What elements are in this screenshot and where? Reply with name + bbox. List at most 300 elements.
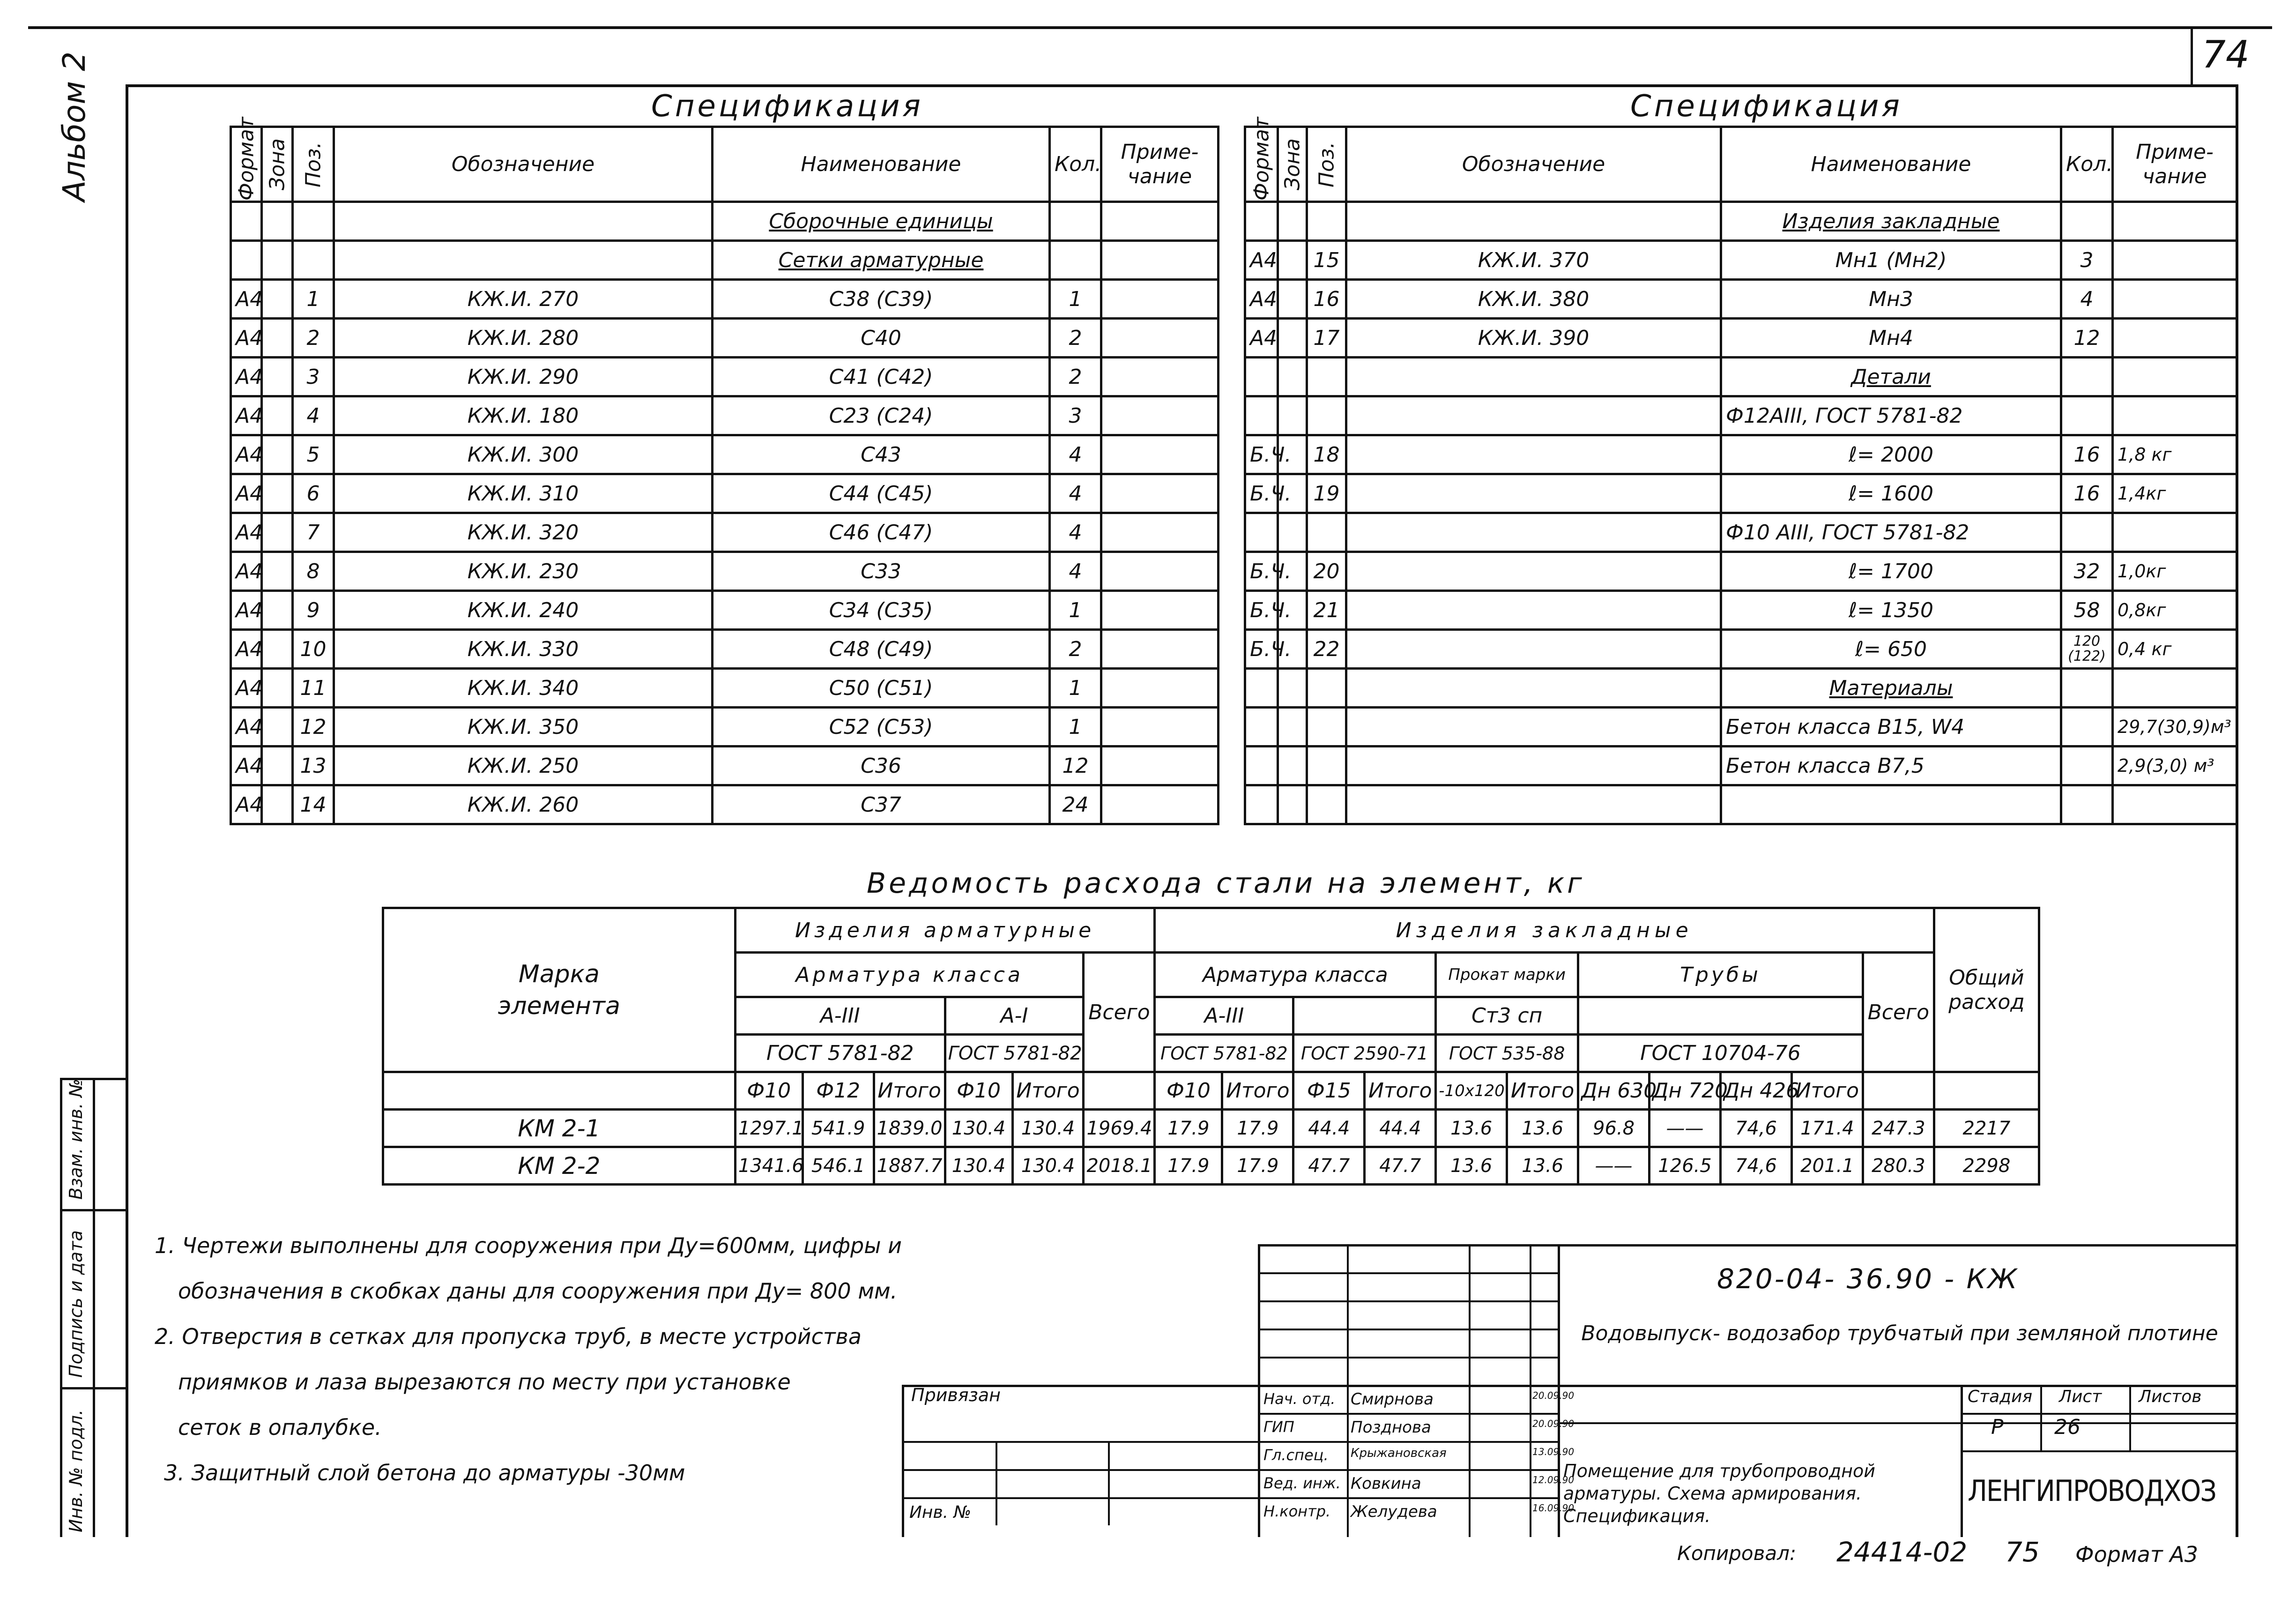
cell-zone xyxy=(262,202,293,241)
cell-designation: КЖ.И. 370 xyxy=(1346,241,1721,280)
cell-zone xyxy=(262,669,293,708)
cell-note xyxy=(2113,202,2237,241)
cell-format: А4 xyxy=(231,396,262,435)
steel-value: 13.6 xyxy=(1436,1147,1507,1185)
cell-format: А4 xyxy=(231,591,262,630)
cell-pos xyxy=(1307,669,1346,708)
cell-qty xyxy=(2061,513,2113,552)
steel-value: 1969.4 xyxy=(1084,1110,1155,1147)
steel-value: 2298 xyxy=(1934,1147,2039,1185)
cell-pos: 16 xyxy=(1307,280,1346,319)
signatory-role: Вед. инж. xyxy=(1263,1474,1341,1492)
doc-code: 820-04- 36.90 - КЖ xyxy=(1717,1263,2019,1295)
cell-qty xyxy=(2061,785,2113,824)
cell-zone xyxy=(1278,241,1307,280)
sheet-header: Лист xyxy=(2059,1387,2102,1406)
cell-format: А4 xyxy=(231,630,262,669)
spec-row xyxy=(231,396,1219,435)
left-spec-header xyxy=(231,127,1219,202)
cell-qty xyxy=(2061,202,2113,241)
subheader-cell: Итого xyxy=(1791,1072,1863,1110)
cell-format: Б.Ч. xyxy=(1245,552,1278,591)
subheader-cell: Ф12 xyxy=(802,1072,874,1110)
cell-designation: КЖ.И. 330 xyxy=(334,630,713,669)
cell-format xyxy=(1245,202,1278,241)
spec-row xyxy=(231,358,1219,396)
signatory-date: 12.09.90 xyxy=(1532,1474,1575,1486)
cell-name: С44 (С45) xyxy=(713,474,1050,513)
steel-table xyxy=(382,907,2040,1186)
cell-name: Мн1 (Мн2) xyxy=(1721,241,2061,280)
left-spec-title: Спецификация xyxy=(651,89,923,124)
cell-pos: 6 xyxy=(293,474,334,513)
cell-qty: 4 xyxy=(1050,435,1101,474)
steel-value: 96.8 xyxy=(1578,1110,1650,1147)
subheader-cell: Итого xyxy=(1222,1072,1293,1110)
steel-value: 247.3 xyxy=(1863,1110,1934,1147)
cell-format: А4 xyxy=(231,552,262,591)
cell-designation: КЖ.И. 280 xyxy=(334,319,713,358)
project-name: Водовыпуск- водозабор трубчатый при земляной плотине xyxy=(1581,1321,2218,1345)
cell-qty: 32 xyxy=(2061,552,2113,591)
cell-format: А4 xyxy=(231,513,262,552)
cell-qty: 16 xyxy=(2061,474,2113,513)
right-spec-title: Спецификация xyxy=(1630,89,1902,124)
cell-qty xyxy=(2061,747,2113,785)
note-line: 1. Чертежи выполнены для сооружения при Ду=600мм, цифры и xyxy=(155,1233,902,1258)
cell-qty: 3 xyxy=(2061,241,2113,280)
left-spec-body xyxy=(231,202,1219,824)
subheader-cell: Ф10 xyxy=(1155,1072,1222,1110)
cell-note xyxy=(1101,280,1219,319)
cell-designation xyxy=(334,241,713,280)
spec-row xyxy=(1245,280,2237,319)
blank-cell xyxy=(1863,1072,1934,1110)
steel-value: 126.5 xyxy=(1650,1147,1721,1185)
spec-row xyxy=(231,669,1219,708)
steel-value: 17.9 xyxy=(1155,1147,1222,1185)
prokat-header: Прокат марки xyxy=(1436,953,1578,997)
overall-header: Общий расход xyxy=(1934,908,2039,1072)
emb-blank-header xyxy=(1293,997,1436,1035)
signatory-date: 13.09.90 xyxy=(1532,1446,1575,1457)
element-mark: КМ 2-2 xyxy=(383,1147,736,1185)
cell-pos: 3 xyxy=(293,358,334,396)
spec-row xyxy=(1245,708,2237,747)
cell-zone xyxy=(262,513,293,552)
subheader-cell: -10х120 xyxy=(1436,1072,1507,1110)
cell-name: С50 (С51) xyxy=(713,669,1050,708)
mark-header: Марка элемента xyxy=(383,908,736,1072)
cell-qty: 2 xyxy=(1050,358,1101,396)
signatory-name: Ковкина xyxy=(1351,1474,1421,1493)
spec-row xyxy=(1245,396,2237,435)
cell-name: ℓ= 1350 xyxy=(1721,591,2061,630)
cell-qty: 24 xyxy=(1050,785,1101,824)
signatory-date: 16.09.90 xyxy=(1532,1502,1575,1514)
title-block xyxy=(902,1244,2236,1537)
note-line: обозначения в скобках даны для сооружения при Ду= 800 мм. xyxy=(178,1278,898,1304)
cell-name: ℓ= 650 xyxy=(1721,630,2061,669)
cell-pos xyxy=(1307,202,1346,241)
cell-qty: 4 xyxy=(1050,474,1101,513)
left-spec-table xyxy=(230,117,1219,825)
cell-name: С40 xyxy=(713,319,1050,358)
spec-row xyxy=(1245,552,2237,591)
pipes-blank-header xyxy=(1578,997,1863,1035)
steel-value: 130.4 xyxy=(1012,1110,1084,1147)
cell-zone xyxy=(1278,396,1307,435)
cell-name: ℓ= 2000 xyxy=(1721,435,2061,474)
cell-note: 1,8 кг xyxy=(2113,435,2237,474)
cell-zone xyxy=(262,358,293,396)
side-label-inv: Инв. № подл. xyxy=(66,1409,86,1532)
cell-pos: 11 xyxy=(293,669,334,708)
cell-pos xyxy=(1307,708,1346,747)
cell-zone xyxy=(1278,358,1307,396)
cell-name: С52 (С53) xyxy=(713,708,1050,747)
cell-note xyxy=(2113,319,2237,358)
copy-code: 24414-02 xyxy=(1836,1536,1968,1568)
cell-qty: 1 xyxy=(1050,708,1101,747)
gost-2590-header: ГОСТ 2590-71 xyxy=(1293,1035,1436,1072)
cell-pos: 22 xyxy=(1307,630,1346,669)
page-number: 74 xyxy=(2202,33,2250,76)
cell-note xyxy=(1101,513,1219,552)
cell-note: 0,8кг xyxy=(2113,591,2237,630)
cell-note xyxy=(1101,396,1219,435)
cell-format: Б.Ч. xyxy=(1245,474,1278,513)
side-label-vzam: Взам. инв. № xyxy=(66,1078,86,1200)
cell-pos: 9 xyxy=(293,591,334,630)
cell-qty: 4 xyxy=(1050,513,1101,552)
cell-note: 1,0кг xyxy=(2113,552,2237,591)
cell-pos xyxy=(1307,513,1346,552)
page-number-box-left xyxy=(2191,26,2193,86)
signatory-name: Смирнова xyxy=(1351,1390,1434,1409)
cell-name: Сетки арматурные xyxy=(713,241,1050,280)
cell-pos: 20 xyxy=(1307,552,1346,591)
col-designation: Обозначение xyxy=(334,127,713,202)
cell-name: Сборочные единицы xyxy=(713,202,1050,241)
spec-row xyxy=(231,630,1219,669)
cell-zone xyxy=(262,435,293,474)
spec-row xyxy=(1245,435,2237,474)
cell-zone xyxy=(262,552,293,591)
cell-format: А4 xyxy=(231,747,262,785)
cell-pos: 7 xyxy=(293,513,334,552)
cell-designation xyxy=(1346,669,1721,708)
note-line: приямков и лаза вырезаются по месту при установке xyxy=(178,1369,791,1395)
signatory-name: Позднова xyxy=(1351,1418,1431,1437)
cell-zone xyxy=(1278,202,1307,241)
cell-qty: 1 xyxy=(1050,591,1101,630)
cell-pos: 14 xyxy=(293,785,334,824)
cell-pos: 19 xyxy=(1307,474,1346,513)
cell-format: Б.Ч. xyxy=(1245,591,1278,630)
cell-format: Б.Ч. xyxy=(1245,435,1278,474)
cell-zone xyxy=(262,474,293,513)
cell-designation: КЖ.И. 350 xyxy=(334,708,713,747)
cell-designation: КЖ.И. 300 xyxy=(334,435,713,474)
signatory-name: Крыжановская xyxy=(1351,1446,1447,1460)
cell-format xyxy=(1245,785,1278,824)
cell-qty xyxy=(1050,241,1101,280)
copied-label: Копировал: xyxy=(1677,1542,1797,1565)
cell-pos: 13 xyxy=(293,747,334,785)
cell-designation: КЖ.И. 340 xyxy=(334,669,713,708)
cell-format xyxy=(231,202,262,241)
cell-format: А4 xyxy=(231,669,262,708)
spec-row xyxy=(1245,669,2237,708)
steel-value: 130.4 xyxy=(1012,1147,1084,1185)
subheader-cell: Итого xyxy=(1012,1072,1084,1110)
steel-value: 2018.1 xyxy=(1084,1147,1155,1185)
signatory-date: 20.09.90 xyxy=(1532,1418,1575,1429)
cell-note xyxy=(1101,669,1219,708)
element-mark: КМ 2-1 xyxy=(383,1110,736,1147)
note-line: сеток в опалубке. xyxy=(178,1415,382,1440)
spec-row xyxy=(231,474,1219,513)
spec-row xyxy=(1245,591,2237,630)
cell-note: 1,4кг xyxy=(2113,474,2237,513)
col-zone: Зона xyxy=(262,127,293,202)
sheets-header: Листов xyxy=(2139,1387,2202,1406)
cell-note xyxy=(1101,435,1219,474)
cell-name: Мн3 xyxy=(1721,280,2061,319)
cell-format: А4 xyxy=(231,785,262,824)
cell-format: А4 xyxy=(231,358,262,396)
cell-qty: 12 xyxy=(1050,747,1101,785)
cell-zone xyxy=(1278,747,1307,785)
cell-designation: КЖ.И. 310 xyxy=(334,474,713,513)
subheader-cell: Дн 720 xyxy=(1650,1072,1721,1110)
cell-designation xyxy=(1346,435,1721,474)
cell-pos: 8 xyxy=(293,552,334,591)
cell-pos xyxy=(1307,785,1346,824)
cell-format xyxy=(231,241,262,280)
cell-note xyxy=(1101,785,1219,824)
steel-subheader-row xyxy=(383,1072,2039,1110)
cell-name: Детали xyxy=(1721,358,2061,396)
cell-note xyxy=(1101,358,1219,396)
gost-5781-emb-header: ГОСТ 5781-82 xyxy=(1155,1035,1293,1072)
spec-row xyxy=(231,552,1219,591)
spec-row xyxy=(1245,202,2237,241)
cell-name: Мн4 xyxy=(1721,319,2061,358)
subheader-cell: Итого xyxy=(874,1072,945,1110)
cell-note: 2,9(3,0) м³ xyxy=(2113,747,2237,785)
cell-format: А4 xyxy=(1245,241,1278,280)
cell-format xyxy=(1245,708,1278,747)
sheet-title: Помещение для трубопроводной арматуры. Схема армирования. Спецификация. xyxy=(1563,1461,1875,1526)
arm-class-header: Арматура класса xyxy=(735,953,1084,997)
cell-note xyxy=(1101,708,1219,747)
steel-value: 2217 xyxy=(1934,1110,2039,1147)
side-strip-mid xyxy=(93,1078,95,1537)
cell-note xyxy=(2113,358,2237,396)
signatory-name: Желудева xyxy=(1351,1502,1437,1521)
cell-pos xyxy=(293,241,334,280)
col-name: Наименование xyxy=(1721,127,2061,202)
cell-designation xyxy=(1346,396,1721,435)
cell-format xyxy=(1245,513,1278,552)
top-border xyxy=(28,26,2272,29)
cell-pos: 21 xyxy=(1307,591,1346,630)
cell-zone xyxy=(262,241,293,280)
cell-designation: КЖ.И. 320 xyxy=(334,513,713,552)
cell-designation: КЖ.И. 290 xyxy=(334,358,713,396)
col-qty: Кол. xyxy=(1050,127,1101,202)
cell-designation: КЖ.И. 260 xyxy=(334,785,713,824)
steel-value: 130.4 xyxy=(945,1147,1012,1185)
cell-format: А4 xyxy=(231,435,262,474)
col-format: Формат xyxy=(231,127,262,202)
cell-qty xyxy=(2061,669,2113,708)
signatory-role: Гл.спец. xyxy=(1263,1446,1329,1464)
cell-note xyxy=(1101,202,1219,241)
cell-name: Ф10 АIII, ГОСТ 5781-82 xyxy=(1721,513,2061,552)
col-note: Приме- чание xyxy=(1101,127,1219,202)
cell-pos xyxy=(1307,396,1346,435)
cell-designation xyxy=(1346,358,1721,396)
cell-qty: 12 xyxy=(2061,319,2113,358)
steel-value: 74,6 xyxy=(1720,1147,1791,1185)
cell-designation xyxy=(1346,591,1721,630)
cell-designation xyxy=(1346,785,1721,824)
steel-value: 17.9 xyxy=(1222,1147,1293,1185)
steel-title: Ведомость расхода стали на элемент, кг xyxy=(867,867,1585,900)
steel-row xyxy=(383,1110,2039,1147)
a3-header: А-III xyxy=(735,997,945,1035)
steel-value: 17.9 xyxy=(1155,1110,1222,1147)
cell-name: С33 xyxy=(713,552,1050,591)
steel-body xyxy=(383,1110,2039,1185)
subheader-cell: Ф15 xyxy=(1293,1072,1365,1110)
cell-qty: 1 xyxy=(1050,280,1101,319)
cell-format: А4 xyxy=(231,474,262,513)
col-pos: Поз. xyxy=(293,127,334,202)
steel-value: 201.1 xyxy=(1791,1147,1863,1185)
cell-pos: 10 xyxy=(293,630,334,669)
cell-name: С41 (С42) xyxy=(713,358,1050,396)
cell-format xyxy=(1245,747,1278,785)
cell-pos: 15 xyxy=(1307,241,1346,280)
cell-note xyxy=(1101,552,1219,591)
arm-group-header: Изделия арматурные xyxy=(735,908,1155,953)
spec-row xyxy=(231,591,1219,630)
frame-top xyxy=(126,84,2238,87)
subheader-cell: Ф10 xyxy=(735,1072,802,1110)
cell-designation: КЖ.И. 240 xyxy=(334,591,713,630)
steel-value: 47.7 xyxy=(1365,1147,1436,1185)
col-name: Наименование xyxy=(713,127,1050,202)
cell-name: С46 (С47) xyxy=(713,513,1050,552)
cell-format: Б.Ч. xyxy=(1245,630,1278,669)
cell-designation: КЖ.И. 180 xyxy=(334,396,713,435)
cell-designation: КЖ.И. 250 xyxy=(334,747,713,785)
cell-format: А4 xyxy=(1245,280,1278,319)
cell-name xyxy=(1721,785,2061,824)
cell-name: С23 (С24) xyxy=(713,396,1050,435)
subheader-cell: Дн 426 xyxy=(1720,1072,1791,1110)
cell-name: С37 xyxy=(713,785,1050,824)
spec-row xyxy=(231,708,1219,747)
cell-qty xyxy=(1050,202,1101,241)
right-spec-header xyxy=(1245,127,2237,202)
signatory-date: 20.09.90 xyxy=(1532,1390,1575,1401)
cell-qty xyxy=(2061,396,2113,435)
right-spec-body xyxy=(1245,202,2237,824)
cell-name: Изделия закладные xyxy=(1721,202,2061,241)
cell-zone xyxy=(1278,669,1307,708)
cell-name: Бетон класса В7,5 xyxy=(1721,747,2061,785)
org-name: ЛЕНГИПРОВОДХОЗ xyxy=(1968,1474,2216,1508)
cell-designation xyxy=(1346,474,1721,513)
cell-zone xyxy=(1278,319,1307,358)
cell-designation: КЖ.И. 380 xyxy=(1346,280,1721,319)
cell-zone xyxy=(1278,785,1307,824)
steel-value: —— xyxy=(1578,1147,1650,1185)
col-pos: Поз. xyxy=(1307,127,1346,202)
right-spec-table xyxy=(1244,117,2238,825)
cell-zone xyxy=(262,708,293,747)
cell-pos: 5 xyxy=(293,435,334,474)
cell-zone xyxy=(1278,708,1307,747)
cell-pos xyxy=(293,202,334,241)
spec-row xyxy=(231,319,1219,358)
cell-qty: 120 (122) xyxy=(2061,630,2113,669)
spec-row xyxy=(1245,474,2237,513)
cell-note xyxy=(1101,241,1219,280)
cell-designation xyxy=(1346,552,1721,591)
signatory-role: Н.контр. xyxy=(1263,1502,1331,1520)
cell-designation: КЖ.И. 390 xyxy=(1346,319,1721,358)
spec-row xyxy=(1245,630,2237,669)
emb-class-header: Арматура класса xyxy=(1155,953,1436,997)
cell-name: С48 (С49) xyxy=(713,630,1050,669)
cell-zone xyxy=(262,630,293,669)
col-qty: Кол. xyxy=(2061,127,2113,202)
cell-zone xyxy=(262,319,293,358)
cell-zone xyxy=(262,280,293,319)
cell-qty: 2 xyxy=(1050,630,1101,669)
cell-zone xyxy=(1278,513,1307,552)
cell-zone xyxy=(1278,280,1307,319)
spec-row xyxy=(1245,241,2237,280)
cell-name: Ф12АIII, ГОСТ 5781-82 xyxy=(1721,396,2061,435)
cell-designation xyxy=(1346,202,1721,241)
cell-zone xyxy=(262,747,293,785)
cell-pos: 2 xyxy=(293,319,334,358)
cell-note xyxy=(1101,319,1219,358)
spec-row xyxy=(231,785,1219,824)
a1-header: А-I xyxy=(945,997,1084,1035)
side-strip-div2 xyxy=(60,1209,126,1211)
note-line: 3. Защитный слой бетона до арматуры -30мм xyxy=(164,1460,685,1486)
cell-name: С34 (С35) xyxy=(713,591,1050,630)
subheader-cell: Итого xyxy=(1507,1072,1578,1110)
notes xyxy=(155,1223,902,1496)
pipes-header: Трубы xyxy=(1578,953,1863,997)
gost-5781-header: ГОСТ 5781-82 xyxy=(735,1035,945,1072)
cell-note xyxy=(1101,591,1219,630)
cell-note xyxy=(2113,669,2237,708)
cell-qty: 16 xyxy=(2061,435,2113,474)
blank-cell xyxy=(1084,1072,1155,1110)
cell-pos: 1 xyxy=(293,280,334,319)
cell-format: А4 xyxy=(231,280,262,319)
